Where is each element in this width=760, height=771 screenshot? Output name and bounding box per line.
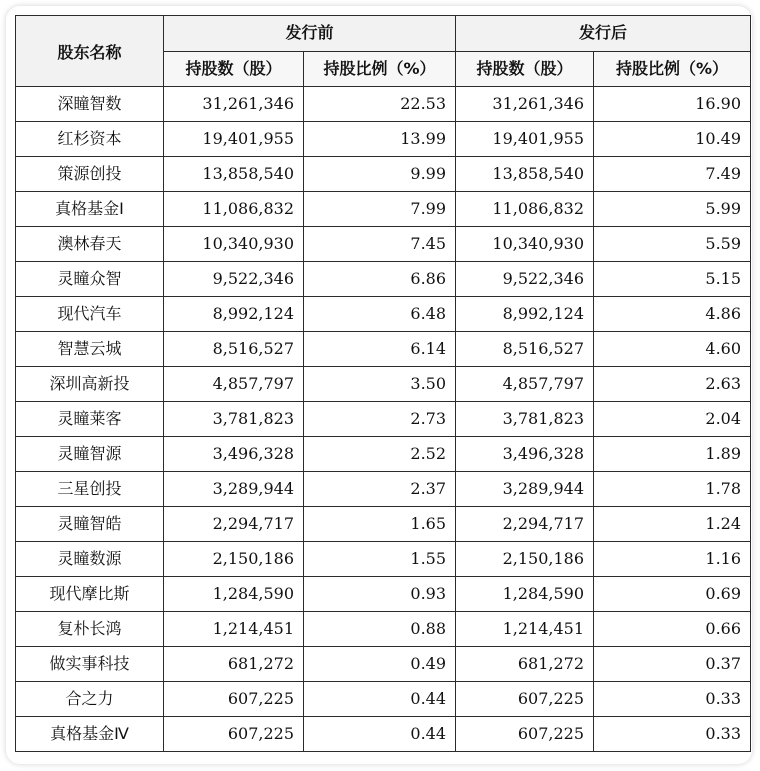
table-row [16, 227, 751, 262]
shareholder-name-cell: 深瞳智数 [16, 87, 164, 122]
before-shares-cell: 4,857,797 [164, 367, 304, 402]
after-ratio-cell: 0.37 [594, 647, 751, 682]
after-ratio-cell: 1.16 [594, 542, 751, 577]
table-row [16, 157, 751, 192]
before-shares-cell: 8,516,527 [164, 332, 304, 367]
table-row [16, 87, 751, 122]
shareholder-name-cell: 灵瞳智源 [16, 437, 164, 472]
shareholder-name-cell: 灵瞳众智 [16, 262, 164, 297]
table-card [6, 6, 752, 764]
after-shares-cell: 3,496,328 [456, 437, 594, 472]
shareholder-name-cell: 现代摩比斯 [16, 577, 164, 612]
after-ratio-cell: 0.69 [594, 577, 751, 612]
after-shares-cell: 681,272 [456, 647, 594, 682]
table-row [16, 332, 751, 367]
before-ratio-cell: 0.44 [304, 682, 456, 717]
before-shares-cell: 2,294,717 [164, 507, 304, 542]
before-ratio-cell: 0.93 [304, 577, 456, 612]
shareholder-name-cell: 合之力 [16, 682, 164, 717]
before-shares-cell: 1,284,590 [164, 577, 304, 612]
after-ratio-cell: 7.49 [594, 157, 751, 192]
before-shares-cell: 8,992,124 [164, 297, 304, 332]
after-ratio-cell: 4.60 [594, 332, 751, 367]
after-shares-cell: 10,340,930 [456, 227, 594, 262]
table-row [16, 542, 751, 577]
after-shares-cell: 2,150,186 [456, 542, 594, 577]
header-row-top [16, 16, 751, 52]
after-shares-cell: 607,225 [456, 682, 594, 717]
table-row [16, 612, 751, 647]
after-ratio-cell: 10.49 [594, 122, 751, 157]
before-shares-cell: 11,086,832 [164, 192, 304, 227]
before-shares-cell: 31,261,346 [164, 87, 304, 122]
before-shares-cell: 2,150,186 [164, 542, 304, 577]
before-shares-cell: 607,225 [164, 682, 304, 717]
shareholder-name-cell: 灵瞳莱客 [16, 402, 164, 437]
shareholder-name-cell: 现代汽车 [16, 297, 164, 332]
before-ratio-cell: 22.53 [304, 87, 456, 122]
after-shares-cell: 9,522,346 [456, 262, 594, 297]
after-ratio-cell: 1.78 [594, 472, 751, 507]
after-shares-cell: 607,225 [456, 717, 594, 752]
before-shares-cell: 607,225 [164, 717, 304, 752]
table-row [16, 367, 751, 402]
shareholder-name-cell: 澳林春天 [16, 227, 164, 262]
before-ratio-cell: 1.65 [304, 507, 456, 542]
shareholder-name-cell: 红杉资本 [16, 122, 164, 157]
before-ratio-cell: 2.37 [304, 472, 456, 507]
after-ratio-cell: 5.59 [594, 227, 751, 262]
header-before-shares: 持股数（股） [164, 51, 304, 87]
before-shares-cell: 681,272 [164, 647, 304, 682]
before-ratio-cell: 13.99 [304, 122, 456, 157]
shareholder-name-cell: 灵瞳数源 [16, 542, 164, 577]
shareholder-name-cell: 真格基金Ⅳ [16, 717, 164, 752]
header-after-shares: 持股数（股） [456, 51, 594, 87]
shareholder-name-cell: 三星创投 [16, 472, 164, 507]
before-ratio-cell: 1.55 [304, 542, 456, 577]
table-row [16, 192, 751, 227]
header-before-ratio: 持股比例（%） [304, 51, 456, 87]
after-ratio-cell: 1.24 [594, 507, 751, 542]
table-row [16, 122, 751, 157]
table-row [16, 297, 751, 332]
after-ratio-cell: 0.33 [594, 682, 751, 717]
table-row [16, 437, 751, 472]
header-after-ratio: 持股比例（%） [594, 51, 751, 87]
table-row [16, 682, 751, 717]
shareholder-name-cell: 灵瞳智皓 [16, 507, 164, 542]
before-ratio-cell: 6.14 [304, 332, 456, 367]
shareholder-table [15, 15, 751, 752]
after-ratio-cell: 5.99 [594, 192, 751, 227]
shareholder-name-cell: 真格基金Ⅰ [16, 192, 164, 227]
after-shares-cell: 8,992,124 [456, 297, 594, 332]
before-shares-cell: 9,522,346 [164, 262, 304, 297]
header-after-issuance: 发行后 [456, 16, 751, 52]
after-ratio-cell: 2.04 [594, 402, 751, 437]
before-ratio-cell: 0.44 [304, 717, 456, 752]
header-before-issuance: 发行前 [164, 16, 456, 52]
before-ratio-cell: 7.99 [304, 192, 456, 227]
before-ratio-cell: 7.45 [304, 227, 456, 262]
after-shares-cell: 4,857,797 [456, 367, 594, 402]
before-ratio-cell: 3.50 [304, 367, 456, 402]
after-shares-cell: 19,401,955 [456, 122, 594, 157]
before-ratio-cell: 9.99 [304, 157, 456, 192]
shareholder-name-cell: 深圳高新投 [16, 367, 164, 402]
header-shareholder-name: 股东名称 [16, 16, 164, 87]
after-shares-cell: 1,284,590 [456, 577, 594, 612]
after-shares-cell: 2,294,717 [456, 507, 594, 542]
after-shares-cell: 1,214,451 [456, 612, 594, 647]
after-shares-cell: 3,781,823 [456, 402, 594, 437]
table-row [16, 717, 751, 752]
before-ratio-cell: 0.88 [304, 612, 456, 647]
before-ratio-cell: 6.48 [304, 297, 456, 332]
table-body [16, 87, 751, 752]
after-shares-cell: 31,261,346 [456, 87, 594, 122]
shareholder-name-cell: 做实事科技 [16, 647, 164, 682]
table-row [16, 472, 751, 507]
table-row [16, 647, 751, 682]
after-ratio-cell: 4.86 [594, 297, 751, 332]
before-ratio-cell: 6.86 [304, 262, 456, 297]
after-shares-cell: 8,516,527 [456, 332, 594, 367]
after-shares-cell: 11,086,832 [456, 192, 594, 227]
after-ratio-cell: 16.90 [594, 87, 751, 122]
before-ratio-cell: 2.73 [304, 402, 456, 437]
shareholder-name-cell: 策源创投 [16, 157, 164, 192]
before-shares-cell: 3,781,823 [164, 402, 304, 437]
before-shares-cell: 1,214,451 [164, 612, 304, 647]
shareholder-name-cell: 复朴长鸿 [16, 612, 164, 647]
after-ratio-cell: 2.63 [594, 367, 751, 402]
before-shares-cell: 10,340,930 [164, 227, 304, 262]
after-shares-cell: 3,289,944 [456, 472, 594, 507]
shareholder-name-cell: 智慧云城 [16, 332, 164, 367]
before-shares-cell: 3,289,944 [164, 472, 304, 507]
before-ratio-cell: 0.49 [304, 647, 456, 682]
before-shares-cell: 3,496,328 [164, 437, 304, 472]
before-ratio-cell: 2.52 [304, 437, 456, 472]
table-row [16, 262, 751, 297]
after-ratio-cell: 5.15 [594, 262, 751, 297]
after-ratio-cell: 0.66 [594, 612, 751, 647]
table-row [16, 402, 751, 437]
before-shares-cell: 13,858,540 [164, 157, 304, 192]
table-row [16, 577, 751, 612]
after-ratio-cell: 1.89 [594, 437, 751, 472]
table-row [16, 507, 751, 542]
after-shares-cell: 13,858,540 [456, 157, 594, 192]
before-shares-cell: 19,401,955 [164, 122, 304, 157]
after-ratio-cell: 0.33 [594, 717, 751, 752]
